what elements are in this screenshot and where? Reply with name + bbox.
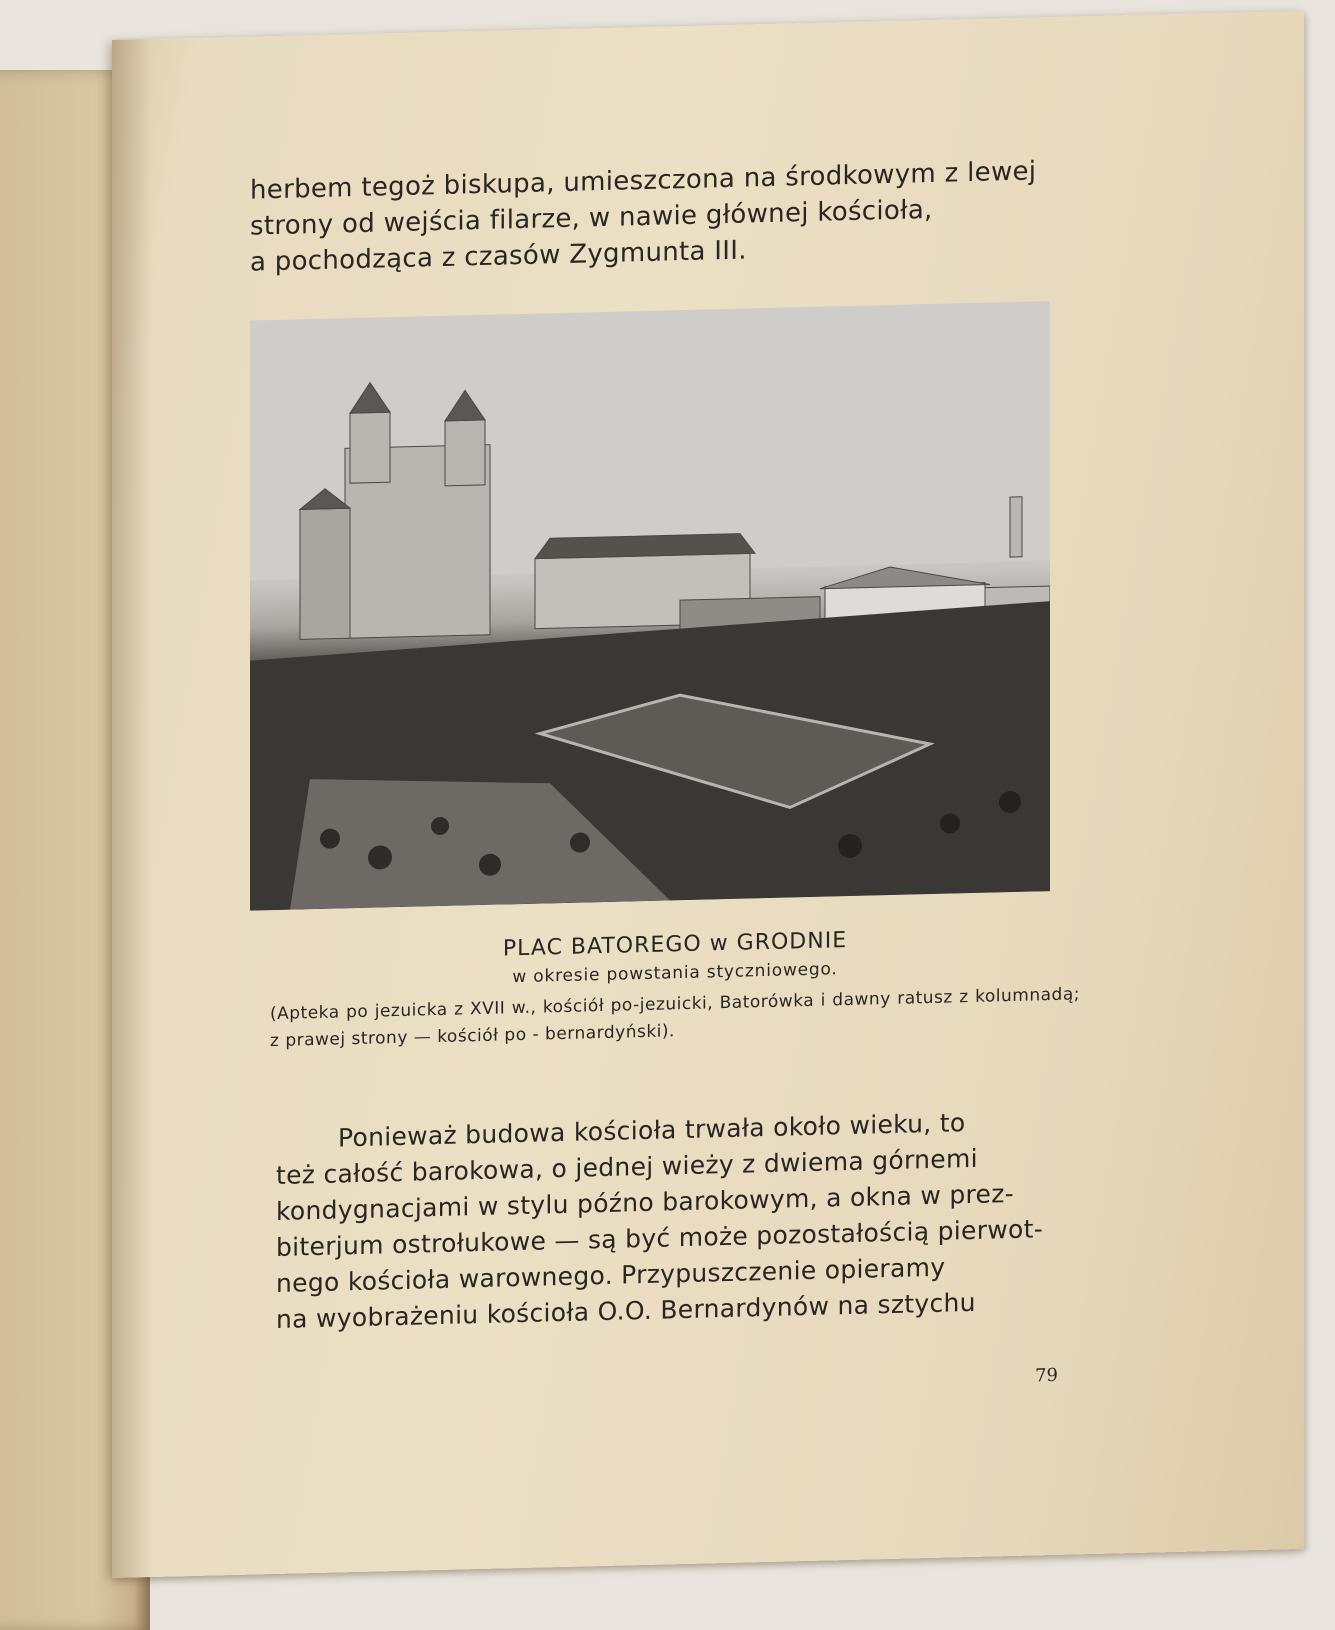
text-line: też całość barokowa, o jednej wieży z dwiema górnemi <box>276 1143 978 1190</box>
caption-description: (Apteka po jezuicka z XVII w., kościół po-jezuicki, Batorówka i dawny ratusz z kolumnadą; z prawej strony — kościół po - bernardyński). <box>270 984 1080 1052</box>
body-paragraph-block <box>276 1102 1084 1338</box>
text-line: nego kościoła warownego. Przypuszczenie opieramy <box>276 1252 946 1298</box>
book-page <box>112 11 1304 1578</box>
historical-photograph <box>250 301 1050 911</box>
text-line: biterjum ostrołukowe — są być może pozostałością pierwot- <box>276 1214 1044 1262</box>
page-number: 79 <box>1035 1364 1058 1387</box>
text-line: na wyobrażeniu kościoła O.O. Bernardynów na sztychu <box>276 1287 976 1334</box>
caption-subtitle: w okresie powstania styczniowego. <box>512 959 838 988</box>
text-line: a pochodząca z czasów Zygmunta III. <box>250 235 747 278</box>
text-line: strony od wejścia filarze, w nawie głównej kościoła, <box>250 194 933 242</box>
text-line: Ponieważ budowa kościoła trwała około wieku, to <box>338 1108 966 1153</box>
photo-caption <box>270 922 1080 1055</box>
top-paragraph <box>250 149 1210 280</box>
body-paragraph <box>276 1102 1084 1338</box>
photograph-drawing <box>250 301 1050 911</box>
text-line: herbem tegoż biskupa, umieszczona na środkowym z lewej <box>250 156 1037 206</box>
caption-title: PLAC BATOREGO w GRODNIE <box>502 928 848 962</box>
page-content <box>250 149 1210 1387</box>
text-line: kondygnacjami w stylu późno barokowym, a okna w prez- <box>276 1178 1014 1226</box>
